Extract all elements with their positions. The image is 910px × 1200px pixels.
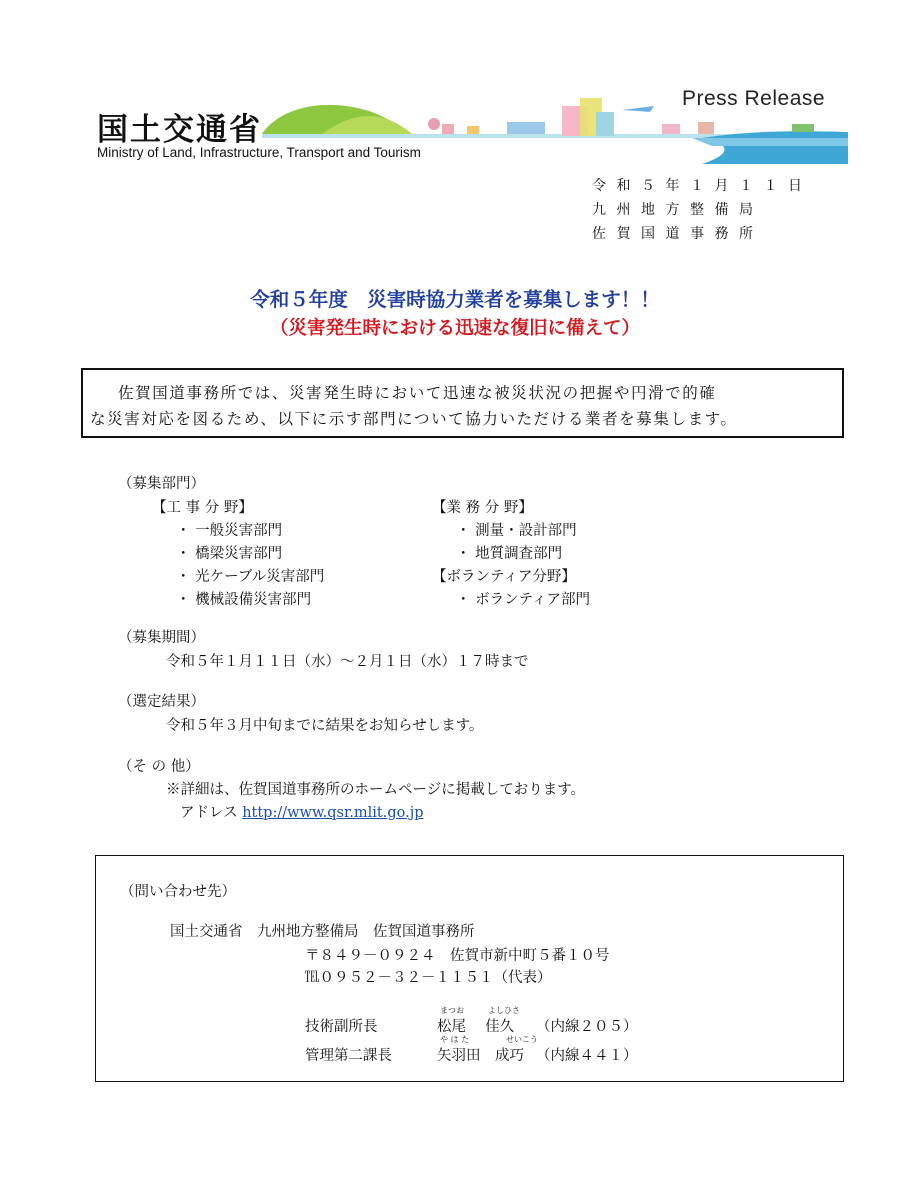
period-heading: （募集期間） bbox=[118, 630, 205, 646]
homepage-link[interactable]: http://www.qsr.mlit.go.jp bbox=[242, 805, 424, 821]
address-row bbox=[180, 801, 424, 822]
period-text: 令和５年１月１１日（水）～２月１日（水）１７時まで bbox=[166, 654, 529, 670]
issue-date: 令和５年１月１１日 bbox=[592, 178, 813, 194]
contact-tel: ℡０９５２－３２－１１５１（代表） bbox=[305, 970, 552, 986]
page-title: 令和５年度 災害時協力業者を募集します！！ bbox=[250, 288, 660, 311]
issuer-bureau: 九州地方整備局 bbox=[592, 202, 764, 218]
intro-line-1: 佐賀国道事務所では、災害発生時において迅速な被災状況の把握や円滑で的確 bbox=[118, 384, 717, 402]
contact-person2-name: 矢羽田 成巧 bbox=[437, 1048, 524, 1064]
issuer-office: 佐賀国道事務所 bbox=[592, 226, 764, 242]
list-item: ・ 地質調査部門 bbox=[456, 546, 563, 562]
address-label: アドレス bbox=[180, 805, 238, 821]
list-item: ・ 測量・設計部門 bbox=[456, 523, 577, 539]
intro-line-2: な災害対応を図るため、以下に示す部門について協力いただける業者を募集します。 bbox=[90, 410, 738, 428]
other-text: ※詳細は、佐賀国道事務所のホームページに掲載しております。 bbox=[166, 782, 586, 798]
contact-person1-ext: （内線２０５） bbox=[536, 1019, 638, 1035]
contact-postal: 〒８４９－０９２４ 佐賀市新中町５番１０号 bbox=[305, 948, 610, 964]
landscape-banner-illustration bbox=[262, 98, 848, 164]
press-release-label: Press Release bbox=[682, 87, 826, 110]
result-text: 令和５年３月中旬までに結果をお知らせします。 bbox=[166, 718, 484, 734]
issue-info bbox=[592, 174, 813, 246]
ruby-text: よしひさ bbox=[488, 1006, 520, 1015]
list-item: ・ 光ケーブル災害部門 bbox=[176, 569, 325, 585]
contact-org: 国土交通省 九州地方整備局 佐賀国道事務所 bbox=[170, 924, 475, 940]
ministry-logo-jp: 国土交通省 bbox=[97, 112, 262, 148]
other-heading: （そ の 他） bbox=[118, 759, 200, 775]
volunteer-heading: 【ボランティア分野】 bbox=[432, 569, 576, 585]
construction-heading: 【工 事 分 野】 bbox=[152, 500, 253, 516]
page-subtitle: （災害発生時における迅速な復旧に備えて） bbox=[269, 318, 640, 339]
list-item: ・ 一般災害部門 bbox=[176, 523, 283, 539]
contact-heading: （問い合わせ先） bbox=[120, 884, 236, 900]
ruby-text: せいこう bbox=[506, 1035, 538, 1044]
business-heading: 【業 務 分 野】 bbox=[432, 500, 533, 516]
list-item: ・ 機械設備災害部門 bbox=[176, 592, 312, 608]
ministry-logo-en: Ministry of Land, Infrastructure, Transport and Tourism bbox=[97, 145, 421, 160]
list-item: ・ 橋梁災害部門 bbox=[176, 546, 283, 562]
contact-person2-title: 管理第二課長 bbox=[305, 1048, 392, 1064]
contact-person1-name: 松尾 佳久 bbox=[437, 1019, 515, 1035]
contact-person2-ext: （内線４４１） bbox=[536, 1048, 638, 1064]
list-item: ・ ボランティア部門 bbox=[456, 592, 590, 608]
ruby-text: や は た bbox=[440, 1035, 470, 1044]
contact-person1-title: 技術副所長 bbox=[305, 1019, 378, 1035]
result-heading: （選定結果） bbox=[118, 694, 205, 710]
ruby-text: まつお bbox=[440, 1006, 464, 1015]
recruit-heading: （募集部門） bbox=[118, 476, 205, 492]
